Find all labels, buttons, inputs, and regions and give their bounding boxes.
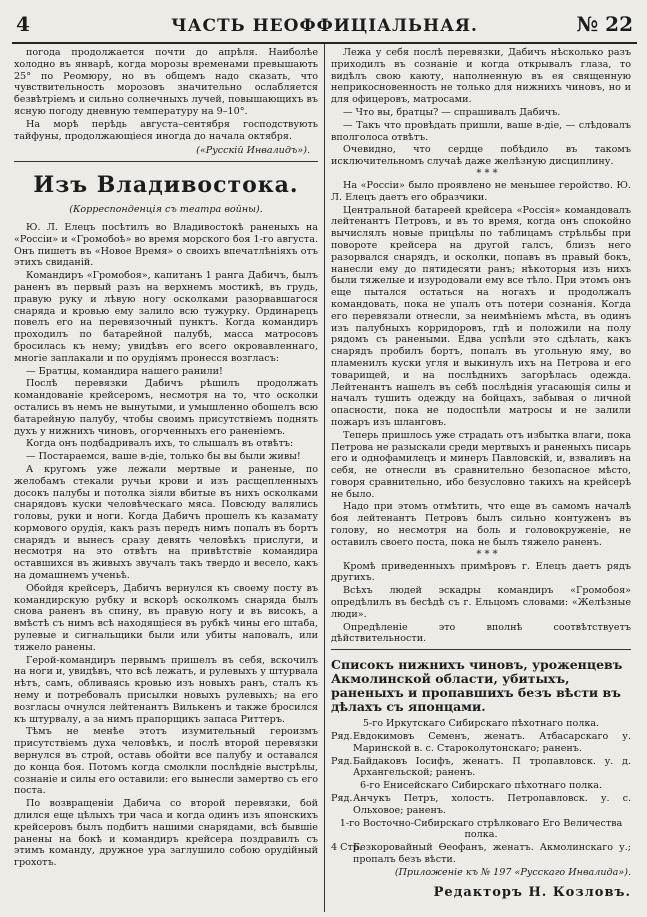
list-item xyxy=(331,756,631,780)
regiment-heading: 5-го Иркутскаго Сибирскаго пѣхотнаго полка. xyxy=(362,718,600,730)
paragraph: Послѣ перевязки Дабичъ рѣшилъ продолжать командованіе крейсеромъ, несмотря на то, что осколки остались въ немъ не вынутыми, и умышленно обошелъ всю батарейную палубу, чтобы своимъ присутствіемъ поднять духъ у нижнихъ чиновъ, огорченныхъ его раненіемъ. xyxy=(14,378,318,437)
appendix-note: (Приложеніе къ № 197 «Русскаго Инвалида»). xyxy=(394,866,631,878)
right-column xyxy=(325,44,637,912)
section-stars: * * * xyxy=(476,548,498,560)
list-item xyxy=(331,793,631,817)
article-title: Изъ Владивостока. xyxy=(33,172,299,199)
section-title: ЧАСТЬ НЕОФФИЦІАЛЬНАЯ. xyxy=(171,16,478,36)
entry-text: Безкоровайный Ѳеофанъ, женатъ. Акмолинскаго у.; пропалъ безъ вѣсти. xyxy=(353,842,631,866)
paragraph: погода продолжается почти до апрѣля. Наиболѣе холодно въ январѣ, когда морозы временами превышають 25° по Реомюру, но въ общемъ надо сказать, что чувствительность морозовъ значительно ослабляется безвѣтріемъ и сильно солнечныхъ лучей, повышающихъ въ ясную погоду дневную температуру на 9–10°. xyxy=(14,47,318,117)
section-stars: * * * xyxy=(476,167,498,179)
paragraph: Лежа у себя послѣ перевязки, Дабичъ нѣсколько разъ приходилъ въ сознаніе и когда открывалъ глаза, то видѣлъ свою каюту, наполненную въ ея священную неприкосновенность не только для нижнихъ чиновъ, но и для офицеровъ, матросами. xyxy=(331,47,631,106)
paragraph: Ю. Л. Елецъ посѣтилъ во Владивостокѣ раненыхъ на «Россіи» и «Громобоѣ» во время морского боя 1-го августа. Онъ пишетъ въ «Новое Время» о своихъ впечатлѣніяхъ отъ этихъ свиданій. xyxy=(14,221,318,269)
regiment-heading: 6-го Енисейскаго Сибирскаго пѣхотнаго полка. xyxy=(359,780,603,792)
left-column xyxy=(12,44,324,912)
paragraph: Обойдя крейсеръ, Дабичъ вернулся къ своему посту въ командирскую рубку и вскорѣ осколкомъ снаряда былъ снова раненъ въ спину, въ правую ногу и въ високъ, а вмѣстѣ съ нимъ всѣ находящіеся въ рубкѣ чины его штаба, рулевые и сигнальщики были или убиты наповалъ, или тяжело ранены. xyxy=(14,582,318,653)
entry-text: Байдаковъ Іосифъ, женатъ. П тропавловск. у. д. Архангельской; раненъ. xyxy=(353,755,631,779)
rank-tag: 4 Стр. xyxy=(331,842,362,854)
editor-signature: Редакторъ Н. Козловъ. xyxy=(433,884,631,900)
paragraph: Надо при этомъ отмѣтить, что еще въ самомъ началѣ боя лейтенантъ Петровъ былъ сильно контуженъ въ голову, но несмотря на боль и головокруженіе, не оставилъ своего поста, пока не былъ тяжело раненъ. xyxy=(331,501,631,548)
paragraph: Кромѣ приведенныхъ примѣровъ г. Елецъ даетъ рядъ другихъ. xyxy=(331,560,631,584)
paragraph: Тѣмъ не менѣе этотъ изумительный героизмъ присутствіемъ духа человѣкъ, и послѣ второй перевязки вернулся въ строй, оставь обойти все палубу и оставался до конца боя. Потомъ когда смолкли послѣдніе выстрѣлы, сознаніе и силы его оставили: его вынесли замертво съ его поста. xyxy=(14,726,318,797)
paragraph: Опредѣленіе это вполнѣ соотвѣтствуетъ дѣйствительности. xyxy=(331,621,631,645)
paragraph: — Такъ что провѣдать пришли, ваше в-діе, — слѣдовалъ вполголоса отвѣтъ. xyxy=(331,119,631,143)
list-item xyxy=(331,842,631,866)
paragraph: — Братцы, командира нашего ранили! xyxy=(26,365,223,377)
regiment-heading: 1-го Восточно-Сибирскаго стрѣлковаго Его Величества полка. xyxy=(339,817,623,841)
paragraph: Теперь пришлось уже страдать отъ избытка влаги, пока Петрова не разыскали среди мертвыхъ и раненыхъ писарь его и однофамилецъ и минеръ Павловскій, и, взваливъ на себя, не отнесли въ сравнительно безопасное мѣсто, говоря сравнительно, ибо безусловно такихъ на крейсерѣ не было. xyxy=(331,429,631,500)
paragraph: Очевидно, что сердце побѣдило въ такомъ исключительномъ случаѣ даже желѣзную дисциплину. xyxy=(331,144,631,168)
paragraph: А кругомъ уже лежали мертвые и раненые, по желобамъ стекали ручьи крови и изъ расщепленныхъ досокъ палубы и потолка зіяли вбитые въ нихъ осколками снарядовъ куски человѣческаго мяса. Повсюду валялись головы, руки и ноги. Когда Дабичъ прошелъ къ казамату кормового орудія, какъ разъ передъ нимъ попалъ въ бортъ снарядъ и вынесъ сразу девять человѣкъ прислуги, и несмотря на это отвѣтъ на привѣтствіе командира оставшихся въ живыхъ звучалъ такъ твердо и весело, какъ на домашнемъ ученьѣ. xyxy=(14,463,318,582)
paragraph: На «Россіи» было проявлено не меньшее геройство. Ю. Л. Елецъ даетъ его образчики. xyxy=(331,179,631,203)
paragraph: — Что вы, братцы? — спрашивалъ Дабичъ. xyxy=(343,106,561,118)
divider xyxy=(331,649,631,650)
columns xyxy=(12,44,637,912)
list-item xyxy=(331,731,631,755)
casualty-list-title: Списокъ нижнихъ чиновъ, уроженцевъ Акмолинской области, убитыхъ, раненыхъ и пропавшихъ безъ вѣсти въ дѣлахъ съ японцами. xyxy=(331,657,623,715)
paragraph: Всѣхъ людей эскадры командиръ «Громобоя» опредѣлилъ въ бесѣдѣ съ г. Ельцомъ словами: «Желѣзные люди». xyxy=(331,585,631,620)
entry-text: Анчукъ Петръ, холостъ. Петропавловск. у. с. Ольховое; раненъ. xyxy=(353,793,631,816)
rank-tag: Ряд. xyxy=(331,755,353,767)
paragraph: На морѣ перѣдь августа–сентября господствують тайфуны, продолжающіеся иногда до начала октября. xyxy=(14,118,318,142)
source-signature: («Русскій Инвалидъ»). xyxy=(196,145,310,157)
page-number: 4 xyxy=(16,12,30,36)
paragraph: Командиръ «Громобоя», капитанъ 1 ранга Дабичъ, былъ раненъ въ первый разъ на верхнемъ мостикѣ, въ грудь, правую руку и лѣвую ногу осколками разорвавшагося снаряда и кровью ему залило всю тужурку. Ординарецъ повелъ его на перевязочный пунктъ. Когда командиръ проходилъ по батарейной палубѣ, масса матросовъ бросилась къ нему; увидѣвъ его всего окровавленнаго, многіе заплакали и по орудіямъ пронесся возгласъ: xyxy=(14,270,318,364)
paragraph: Когда онъ подбадривалъ ихъ, то слышалъ въ отвѣтъ: xyxy=(26,438,294,450)
paragraph: По возвращеніи Дабича со второй перевязки, бой длился еще цѣлыхъ три часа и когда одинъ изъ японскихъ крейсеровъ былъ подбитъ нашими снарядами, всѣ бывшіе ранены на бокѣ и командиръ крейсера поздравилъ съ этимъ команду, дружное ура заглушило собою орудійный грохотъ. xyxy=(14,798,318,869)
issue-number: № 22 xyxy=(576,12,633,36)
paragraph: Герой-командиръ первымъ пришелъ въ себя, вскочилъ на ноги и, увидѣвъ, что всѣ лежатъ, и рулевыхъ у штурвала нѣтъ, самъ, обливаясь кровью изъ новыхъ ранъ, сталъ къ нему и потребовалъ присылки новыхъ рулевыхъ; на его возгласы очнулся лейтенантъ Вилькенъ и также бросился къ штурвалу, а за нимъ прапорщикъ запаса Риттеръ. xyxy=(14,654,318,725)
rank-tag: Ряд. xyxy=(331,731,353,743)
page-header xyxy=(12,8,637,44)
paragraph: — Постараемся, ваше в-діе, только бы вы были живы! xyxy=(26,451,301,463)
article-subtitle: (Корреспонденція съ театра войны). xyxy=(69,204,263,216)
entry-text: Евдокимовъ Семенъ, женатъ. Атбасарскаго у. Маринской в. с. Староколутонскаго; раненъ. xyxy=(353,731,631,754)
rank-tag: Ряд. xyxy=(331,793,353,805)
paragraph: Центральной батареей крейсера «Россія» командовалъ лейтенантъ Петровъ, и въ то время, когда онъ спокойно вычислялъ новые прицѣлы по таблицамъ стрѣльбы при повороте крейсера на другой галсъ, близъ него разорвался снарядъ, и осколки, попавъ въ правый бокъ, нанесли ему до пятидесяти ранъ; нѣкоторыя изъ нихъ были тяжелые и изуродовали ему все тѣло. При этомъ онъ еще пытался остаться на ногахъ и продолжалъ командовать, пока не упалъ отъ потери сознанія. Когда его перевязали отнесли, за неимѣніемъ мѣста, въ одинъ изъ палубныхъ корридоровъ, гдѣ и положили на полу рядомъ съ ранеными. Едва успѣли это сдѣлать, какъ снарядъ пробилъ бортъ, попалъ въ угольную яму, во пламенилъ куски угля и выкинулъ ихъ на Петрова и его товарищей, и на послѣднихъ загорѣлась одежда. Лейтенантъ нашелъ въ себѣ послѣднія угасающія силы и началъ тушить одежду на бойцахъ, забывая о личной опасности, пока не подоспѣли матросы и не залили пожаръ изъ шланговъ. xyxy=(331,204,631,428)
divider xyxy=(14,161,318,162)
